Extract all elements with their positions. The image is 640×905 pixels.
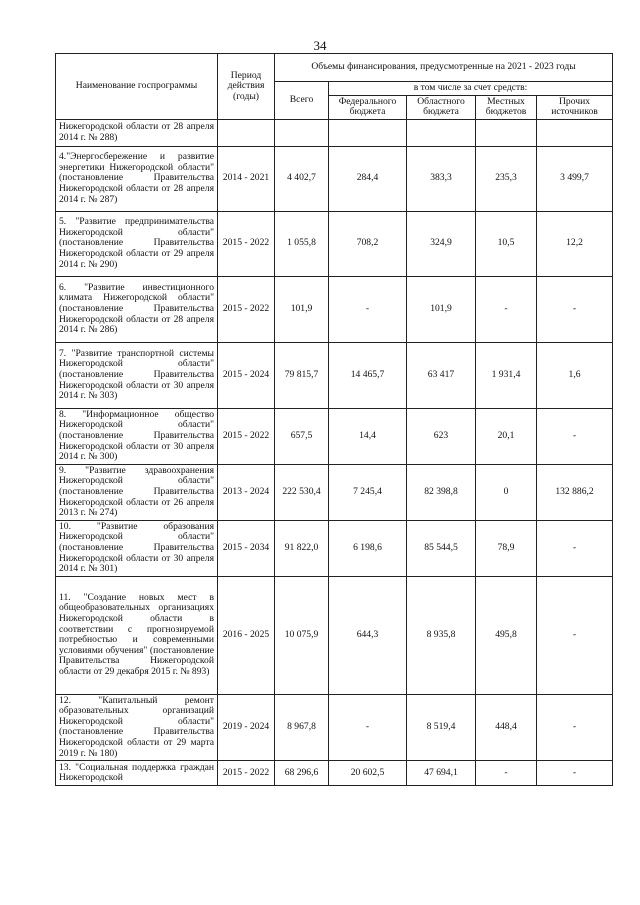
table-row <box>56 761 613 786</box>
period <box>218 119 275 146</box>
table-row <box>56 576 613 694</box>
federal: 6 198,6 <box>329 520 407 576</box>
program-name: 10. "Развитие образования Нижегородской области" (постановление Правительства Нижегородской области от 30 апреля 2014 г. № 301) <box>56 520 218 576</box>
program-name: Нижегородской области от 28 апреля 2014 г. № 288) <box>56 119 218 146</box>
other: 12,2 <box>537 211 613 276</box>
table-row <box>56 464 613 520</box>
regional: 8 519,4 <box>407 694 476 761</box>
table-row <box>56 276 613 342</box>
header-program-name: Наименование госпрограммы <box>56 54 218 120</box>
local <box>476 119 537 146</box>
total: 222 530,4 <box>275 464 329 520</box>
period: 2015 - 2022 <box>218 761 275 786</box>
period: 2019 - 2024 <box>218 694 275 761</box>
other: - <box>537 576 613 694</box>
other: - <box>537 408 613 464</box>
table-body <box>56 119 613 785</box>
table-row <box>56 520 613 576</box>
regional: 623 <box>407 408 476 464</box>
total: 91 822,0 <box>275 520 329 576</box>
period: 2013 - 2024 <box>218 464 275 520</box>
regional: 85 544,5 <box>407 520 476 576</box>
table-row <box>56 211 613 276</box>
regional <box>407 119 476 146</box>
period: 2015 - 2034 <box>218 520 275 576</box>
header-local: Местных бюджетов <box>476 95 537 119</box>
regional: 8 935,8 <box>407 576 476 694</box>
federal: 14 465,7 <box>329 342 407 408</box>
total: 657,5 <box>275 408 329 464</box>
federal: - <box>329 694 407 761</box>
period: 2014 - 2021 <box>218 146 275 211</box>
total: 10 075,9 <box>275 576 329 694</box>
federal: 20 602,5 <box>329 761 407 786</box>
other: 1,6 <box>537 342 613 408</box>
period: 2015 - 2024 <box>218 342 275 408</box>
program-name: 7. "Развитие транспортной системы Нижегородской области" (постановление Правительства Нижегородской области от 30 апреля 2014 г. № 303) <box>56 342 218 408</box>
total: 68 296,6 <box>275 761 329 786</box>
local: 448,4 <box>476 694 537 761</box>
local: 10,5 <box>476 211 537 276</box>
program-name: 6. "Развитие инвестиционного климата Нижегородской области" (постановление Правительства Нижегородской области от 28 апреля 2014 г. № 286) <box>56 276 218 342</box>
regional: 324,9 <box>407 211 476 276</box>
federal: 14,4 <box>329 408 407 464</box>
header-total: Всего <box>275 82 329 120</box>
period: 2016 - 2025 <box>218 576 275 694</box>
federal: 284,4 <box>329 146 407 211</box>
period: 2015 - 2022 <box>218 211 275 276</box>
local: 1 931,4 <box>476 342 537 408</box>
program-name: 4."Энергосбережение и развитие энергетики Нижегородской области" (постановление Правительства Нижегородской области от 28 апреля 2014 г. № 287) <box>56 146 218 211</box>
header-regional: Областного бюджета <box>407 95 476 119</box>
header-other: Прочих источников <box>537 95 613 119</box>
table-header <box>56 54 613 120</box>
total: 101,9 <box>275 276 329 342</box>
table-row <box>56 146 613 211</box>
table-row <box>56 119 613 146</box>
total: 79 815,7 <box>275 342 329 408</box>
other: - <box>537 694 613 761</box>
header-federal: Федерального бюджета <box>329 95 407 119</box>
table-row <box>56 342 613 408</box>
federal: - <box>329 276 407 342</box>
header-funding: Объемы финансирования, предусмотренные на 2021 - 2023 годы <box>275 54 613 82</box>
program-name: 11. "Создание новых мест в общеобразовательных организациях Нижегородской области в соответствии с прогнозируемой потребностью и современными условиями обучения" (постановление Правительства Нижегородской области от 29 декабря 2015 г. № 893) <box>56 576 218 694</box>
other: - <box>537 520 613 576</box>
program-name: 5. "Развитие предпринимательства Нижегородской области" (постановление Правительства Нижегородской области от 29 апреля 2014 г. № 290) <box>56 211 218 276</box>
local: 78,9 <box>476 520 537 576</box>
table-row <box>56 408 613 464</box>
regional: 47 694,1 <box>407 761 476 786</box>
federal <box>329 119 407 146</box>
total: 8 967,8 <box>275 694 329 761</box>
local: - <box>476 761 537 786</box>
regional: 383,3 <box>407 146 476 211</box>
period: 2015 - 2022 <box>218 276 275 342</box>
total: 1 055,8 <box>275 211 329 276</box>
program-funding-table <box>55 53 613 786</box>
program-name: 8. "Информационное общество Нижегородской области" (постановление Правительства Нижегородской области от 30 апреля 2014 г. № 300) <box>56 408 218 464</box>
regional: 82 398,8 <box>407 464 476 520</box>
local: 495,8 <box>476 576 537 694</box>
local: 0 <box>476 464 537 520</box>
program-name: 9. "Развитие здравоохранения Нижегородской области" (постановление Правительства Нижегородской области от 26 апреля 2013 г. № 274) <box>56 464 218 520</box>
other <box>537 119 613 146</box>
other: 132 886,2 <box>537 464 613 520</box>
federal: 644,3 <box>329 576 407 694</box>
federal: 708,2 <box>329 211 407 276</box>
total <box>275 119 329 146</box>
header-period: Период действия (годы) <box>218 54 275 120</box>
header-sources-group: в том числе за счет средств: <box>329 82 613 96</box>
program-name: 13. "Социальная поддержка граждан Нижегородской <box>56 761 218 786</box>
total: 4 402,7 <box>275 146 329 211</box>
federal: 7 245,4 <box>329 464 407 520</box>
local: 20,1 <box>476 408 537 464</box>
other: - <box>537 761 613 786</box>
regional: 101,9 <box>407 276 476 342</box>
other: 3 499,7 <box>537 146 613 211</box>
other: - <box>537 276 613 342</box>
program-name: 12. "Капитальный ремонт образовательных организаций Нижегородской области" (постановление Правительства Нижегородской области от 29 марта 2019 г. № 180) <box>56 694 218 761</box>
regional: 63 417 <box>407 342 476 408</box>
local: - <box>476 276 537 342</box>
period: 2015 - 2022 <box>218 408 275 464</box>
local: 235,3 <box>476 146 537 211</box>
table-row <box>56 694 613 761</box>
page-number: 34 <box>313 38 327 53</box>
